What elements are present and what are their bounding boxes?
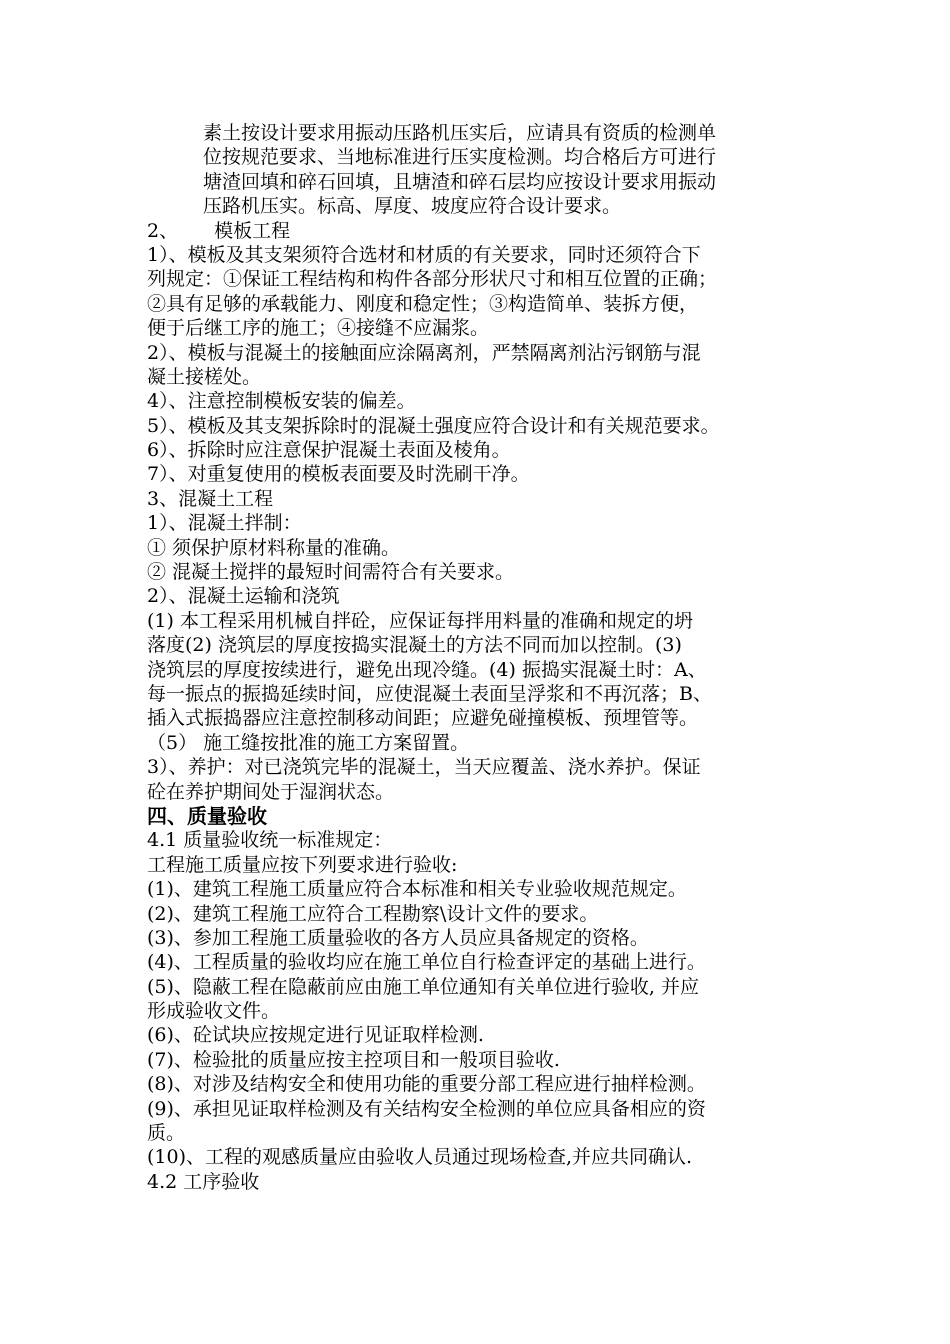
text-line: 砼在养护期间处于湿润状态。	[147, 780, 395, 803]
text-line: 工程施工质量应按下列要求进行验收:	[147, 853, 458, 876]
section-title: 模板工程	[214, 219, 291, 242]
text-line: 1）、混凝土拌制：	[147, 512, 302, 535]
text-line: ① 须保护原材料称量的准确。	[147, 536, 401, 559]
subsection-heading: 4.1 质量验收统一标准规定：	[147, 829, 393, 852]
section-heading-3: 3、混凝土工程	[147, 487, 274, 510]
text-line: 形成验收文件。	[147, 1000, 281, 1023]
text-line: 压路机压实。标高、厚度、坡度应符合设计要求。	[203, 195, 622, 218]
text-line: (6)、砼试块应按规定进行见证取样检测.	[147, 1024, 484, 1047]
text-line: (3)、参加工程施工质量验收的各方人员应具备规定的资格。	[147, 926, 649, 949]
text-line: 塘渣回填和碎石回填，且塘渣和碎石层均应按设计要求用振动	[203, 170, 717, 193]
text-line: 落度(2) 浇筑层的厚度按捣实混凝土的方法不同而加以控制。(3)	[147, 634, 682, 657]
text-line: 5）、模板及其支架拆除时的混凝土强度应符合设计和有关规范要求。	[147, 414, 720, 437]
text-line: (1)、建筑工程施工质量应符合本标准和相关专业验收规范规定。	[147, 878, 687, 901]
document-body	[147, 121, 827, 1194]
text-line: 便于后继工序的施工；④接缝不应漏浆。	[147, 317, 490, 340]
text-line: 素土按设计要求用振动压路机压实后，应请具有资质的检测单	[203, 122, 717, 144]
text-line: 浇筑层的厚度按续进行，避免出现冷缝。(4) 振捣实混凝土时：A、	[147, 658, 707, 681]
text-line: 1）、模板及其支架须符合选材和材质的有关要求，同时还须符合下	[147, 243, 701, 266]
text-line: (9)、承担见证取样检测及有关结构安全检测的单位应具备相应的资	[147, 1097, 706, 1120]
text-line: 插入式振捣器应注意控制移动间距；应避免碰撞模板、预埋管等。	[147, 707, 699, 730]
text-line: 7）、对重复使用的模板表面要及时洗刷干净。	[147, 463, 530, 486]
text-line: 位按规范要求、当地标准进行压实度检测。均合格后方可进行	[203, 146, 717, 169]
text-line: 凝土接槎处。	[147, 365, 262, 388]
text-line: ② 混凝土搅拌的最短时间需符合有关要求。	[147, 561, 515, 584]
subsection-heading: 4.2 工序验收	[147, 1170, 260, 1193]
text-line: (5)、隐蔽工程在隐蔽前应由施工单位通知有关单位进行验收, 并应	[147, 975, 699, 998]
text-line: (7)、检验批的质量应按主控项目和一般项目验收.	[147, 1048, 560, 1071]
section-number: 2、	[147, 219, 179, 242]
text-line: 4）、注意控制模板安装的偏差。	[147, 390, 416, 413]
section-heading-2	[147, 219, 827, 243]
text-line: (10)、工程的观感质量应由验收人员通过现场检查,并应共同确认.	[147, 1146, 693, 1169]
text-line: (8)、对涉及结构安全和使用功能的重要分部工程应进行抽样检测。	[147, 1073, 706, 1096]
text-line: 2）、模板与混凝土的接触面应涂隔离剂，严禁隔离剂沾污钢筋与混	[147, 341, 701, 364]
text-line: ②具有足够的承载能力、刚度和稳定性；③构造简单、装拆方便，	[147, 292, 699, 315]
text-line: 2）、混凝土运输和浇筑	[147, 585, 340, 608]
chapter-heading: 四、质量验收	[147, 803, 267, 828]
text-line: 每一振点的振捣延续时间，应使混凝土表面呈浮浆和不再沉落；B、	[147, 682, 712, 705]
text-line: (2)、建筑工程施工应符合工程勘察\设计文件的要求。	[147, 902, 599, 925]
text-line: (4)、工程质量的验收均应在施工单位自行检查评定的基础上进行。	[147, 951, 706, 974]
text-line: 质。	[147, 1122, 186, 1145]
text-line: (1) 本工程采用机械自拌砼，应保证每拌用料量的准确和规定的坍	[147, 609, 693, 632]
text-line: （5） 施工缝按批准的施工方案留置。	[147, 731, 470, 754]
text-line: 列规定：①保证工程结构和构件各部分形状尺寸和相互位置的正确；	[147, 268, 718, 291]
text-line: 6）、拆除时应注意保护混凝土表面及棱角。	[147, 439, 511, 462]
text-line: 3）、养护：对已浇筑完毕的混凝土，当天应覆盖、浇水养护。保证	[147, 756, 701, 779]
